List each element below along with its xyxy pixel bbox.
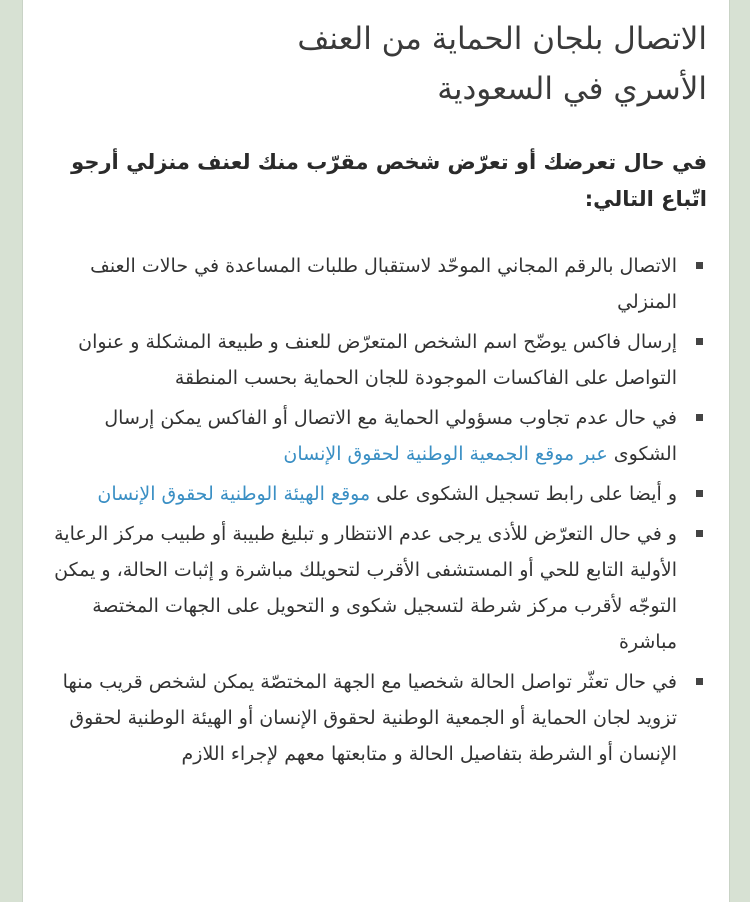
step-text: و أيضا على رابط تسجيل الشكوى على (370, 483, 677, 505)
step-text: إرسال فاكس يوضّح اسم الشخص المتعرّض للعنف و طبيعة المشكلة و عنوان التواصل على الفاكسات الموجودة للجان الحماية بحسب المنطقة (78, 331, 677, 389)
article-card (22, 0, 730, 902)
list-item (41, 248, 707, 320)
page-title (41, 14, 707, 114)
square-bullet-icon (696, 490, 703, 497)
list-item (41, 516, 707, 660)
list-item (41, 476, 707, 512)
list-item (41, 400, 707, 472)
list-item (41, 664, 707, 772)
national-commission-complaint-link[interactable]: موقع الهيئة الوطنية لحقوق الإنسان (97, 483, 371, 505)
steps-list (41, 248, 707, 772)
step-text: في حال تعثّر تواصل الحالة شخصيا مع الجهة المختصّة يمكن لشخص قريب منها تزويد لجان الحماية أو الجمعية الوطنية لحقوق الإنسان أو الهيئة الوطنية لحقوق الإنسان أو الشرطة بتفاصيل الحالة و متابعتها معهم لإجراء اللازم (62, 671, 677, 765)
square-bullet-icon (696, 414, 703, 421)
square-bullet-icon (696, 262, 703, 269)
title-line-1: الاتصال بلجان الحماية من العنف (297, 21, 707, 57)
national-society-complaint-link[interactable]: عبر موقع الجمعية الوطنية لحقوق الإنسان (283, 443, 608, 465)
step-text: و في حال التعرّض للأذى يرجى عدم الانتظار و تبليغ طبيبة أو طبيب مركز الرعاية الأولية التابع للحي أو المستشفى الأقرب لتحويلك مباشرة و إثبات الحالة، و يمكن التوجّه لأقرب مركز شرطة لتسجيل شكوى و التحويل على الجهات المختصة مباشرة (54, 523, 677, 653)
step-text: في حال عدم تجاوب مسؤولي الحماية مع الاتصال أو الفاكس يمكن إرسال الشكوى (104, 407, 677, 465)
step-text: الاتصال بالرقم المجاني الموحّد لاستقبال طلبات المساعدة في حالات العنف المنزلي (90, 255, 677, 313)
intro-text: في حال تعرضك أو تعرّض شخص مقرّب منك لعنف منزلي أرجو اتّباع التالي: (71, 150, 707, 211)
square-bullet-icon (696, 678, 703, 685)
square-bullet-icon (696, 338, 703, 345)
square-bullet-icon (696, 530, 703, 537)
list-item (41, 324, 707, 396)
title-line-2: الأسري في السعودية (437, 71, 707, 107)
